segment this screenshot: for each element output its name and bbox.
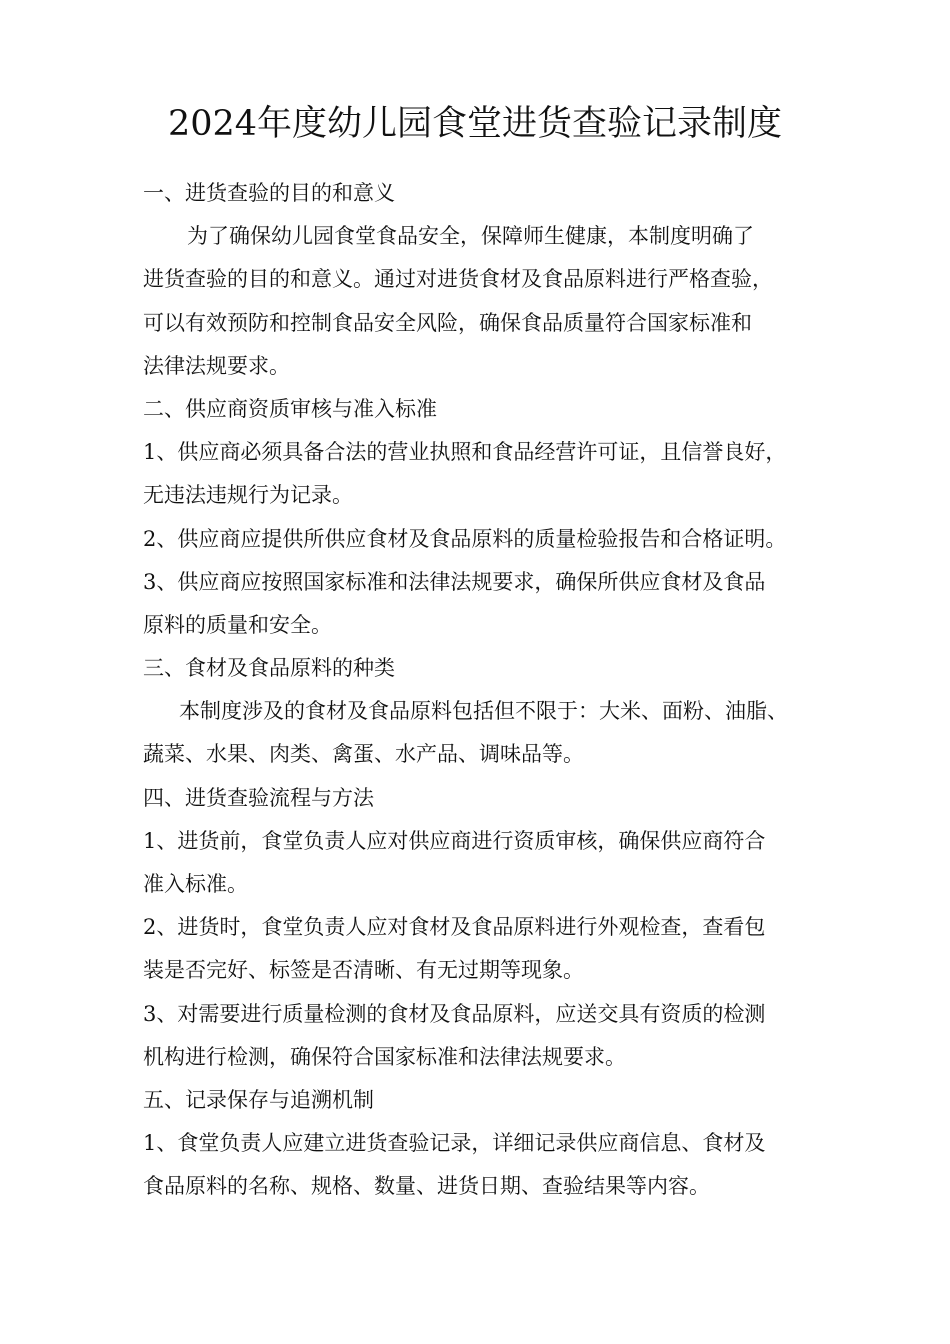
- paragraph-line: 进货查验的目的和意义。通过对进货食材及食品原料进行严格查验，: [143, 267, 773, 292]
- paragraph-line: 3、对需要进行质量检测的食材及食品原料，应送交具有资质的检测: [143, 1001, 766, 1026]
- document-title: 2024年度幼儿园食堂进货查验记录制度: [167, 104, 783, 144]
- paragraph-line: 可以有效预防和控制食品安全风险，确保食品质量符合国家标准和: [143, 310, 752, 335]
- section-heading-3: 三、食材及食品原料的种类: [143, 656, 395, 681]
- section-heading-1: 一、进货查验的目的和意义: [143, 181, 395, 205]
- paragraph-line: 原料的质量和安全。: [143, 612, 332, 637]
- paragraph-line: 装是否完好、标签是否清晰、有无过期等现象。: [143, 958, 584, 983]
- paragraph-line: 3、供应商应按照国家标准和法律法规要求，确保所供应食材及食品: [143, 569, 766, 594]
- paragraph-line: 为了确保幼儿园食堂食品安全，保障师生健康，本制度明确了: [187, 224, 754, 249]
- paragraph-line: 法律法规要求。: [143, 353, 290, 378]
- paragraph-line: 2、供应商应提供所供应食材及食品原料的质量检验报告和合格证明。: [143, 526, 787, 551]
- section-heading-2: 二、供应商资质审核与准入标准: [143, 396, 437, 421]
- paragraph-line: 本制度涉及的食材及食品原料包括但不限于：大米、面粉、油脂、: [179, 699, 788, 724]
- paragraph-line: 2、进货时，食堂负责人应对食材及食品原料进行外观检查，查看包: [143, 915, 766, 940]
- paragraph-line: 无违法违规行为记录。: [143, 483, 353, 508]
- section-heading-4: 四、进货查验流程与方法: [143, 785, 374, 810]
- paragraph-line: 1、进货前，食堂负责人应对供应商进行资质审核，确保供应商符合: [143, 828, 766, 853]
- paragraph-line: 1、供应商必须具备合法的营业执照和食品经营许可证，且信誉良好，: [143, 440, 787, 465]
- paragraph-line: 机构进行检测，确保符合国家标准和法律法规要求。: [143, 1044, 626, 1069]
- section-heading-5: 五、记录保存与追溯机制: [143, 1087, 374, 1112]
- paragraph-line: 1、食堂负责人应建立进货查验记录，详细记录供应商信息、食材及: [143, 1131, 766, 1156]
- paragraph-line: 准入标准。: [143, 872, 248, 896]
- document-body: [143, 172, 823, 1209]
- paragraph-line: 食品原料的名称、规格、数量、进货日期、查验结果等内容。: [143, 1174, 710, 1199]
- paragraph-line: 蔬菜、水果、肉类、禽蛋、水产品、调味品等。: [143, 742, 584, 767]
